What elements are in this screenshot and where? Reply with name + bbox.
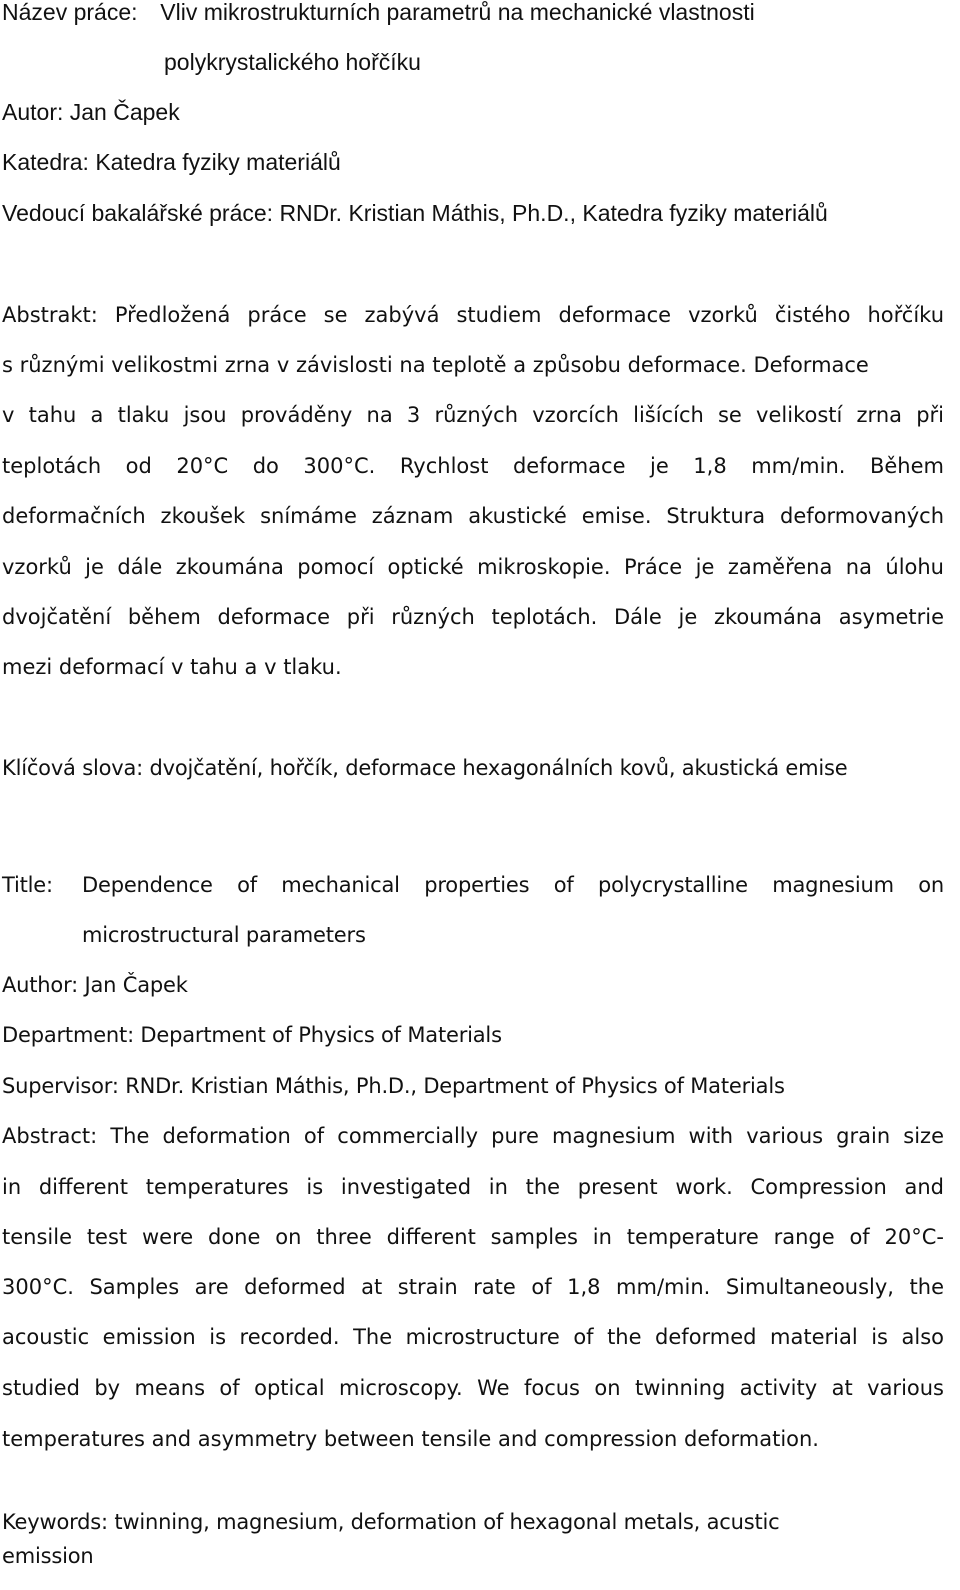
czech-keywords: Klíčová slova: dvojčatění, hořčík, deformace hexagonálních kovů, akustická emise xyxy=(2,756,848,780)
english-abstract-line: 300°C. Samples are deformed at strain rate of 1,8 mm/min. Simultaneously, the xyxy=(2,1275,944,1299)
english-abstract-line: studied by means of optical microscopy. We focus on twinning activity at various xyxy=(2,1376,944,1400)
czech-supervisor: Vedoucí bakalářské práce: RNDr. Kristian Máthis, Ph.D., Katedra fyziky materiálů xyxy=(2,200,828,226)
czech-abstract-line: mezi deformací v tahu a v tlaku. xyxy=(2,655,342,679)
czech-abstract-line: dvojčatění během deformace při různých teplotách. Dále je zkoumána asymetrie xyxy=(2,605,944,629)
czech-abstract-line: vzorků je dále zkoumána pomocí optické mikroskopie. Práce je zaměřena na úlohu xyxy=(2,555,944,579)
english-department: Department: Department of Physics of Materials xyxy=(2,1023,502,1047)
english-author: Author: Jan Čapek xyxy=(2,973,188,997)
czech-department: Katedra: Katedra fyziky materiálů xyxy=(2,149,341,175)
english-abstract-line: in different temperatures is investigated in the present work. Compression and xyxy=(2,1175,944,1199)
czech-abstract-line: deformačních zkoušek snímáme záznam akustické emise. Struktura deformovaných xyxy=(2,504,944,528)
czech-title-label: Název práce: xyxy=(2,0,138,25)
english-abstract-line: tensile test were done on three different samples in temperature range of 20°C- xyxy=(2,1225,944,1249)
czech-author: Autor: Jan Čapek xyxy=(2,99,180,125)
english-abstract-line: Abstract: The deformation of commercially pure magnesium with various grain size xyxy=(2,1124,944,1148)
english-keywords: Keywords: twinning, magnesium, deformation of hexagonal metals, acustic xyxy=(2,1510,780,1534)
czech-title-text: Vliv mikrostrukturních parametrů na mechanické vlastnosti xyxy=(160,0,755,25)
english-abstract-line: acoustic emission is recorded. The microstructure of the deformed material is also xyxy=(2,1325,944,1349)
czech-abstract-line: v tahu a tlaku jsou prováděny na 3 různých vzorcích lišících se velikostí zrna při xyxy=(2,403,944,427)
czech-title-row xyxy=(2,0,755,27)
english-keywords-continuation: emission xyxy=(2,1544,94,1568)
english-title-text: Dependence of mechanical properties of polycrystalline magnesium on xyxy=(82,873,944,897)
czech-title-continuation: polykrystalického hořčíku xyxy=(164,49,421,75)
english-abstract-line: temperatures and asymmetry between tensile and compression deformation. xyxy=(2,1427,819,1451)
english-title-continuation: microstructural parameters xyxy=(82,923,366,947)
english-title-label: Title: xyxy=(2,873,53,897)
english-supervisor: Supervisor: RNDr. Kristian Máthis, Ph.D., Department of Physics of Materials xyxy=(2,1074,785,1098)
english-title-row xyxy=(2,870,944,900)
czech-abstract-line: Abstrakt: Předložená práce se zabývá studiem deformace vzorků čistého hořčíku xyxy=(2,303,944,327)
czech-abstract-line: s různými velikostmi zrna v závislosti na teplotě a způsobu deformace. Deformace xyxy=(2,353,869,377)
czech-abstract-line: teplotách od 20°C do 300°C. Rychlost deformace je 1,8 mm/min. Během xyxy=(2,454,944,478)
